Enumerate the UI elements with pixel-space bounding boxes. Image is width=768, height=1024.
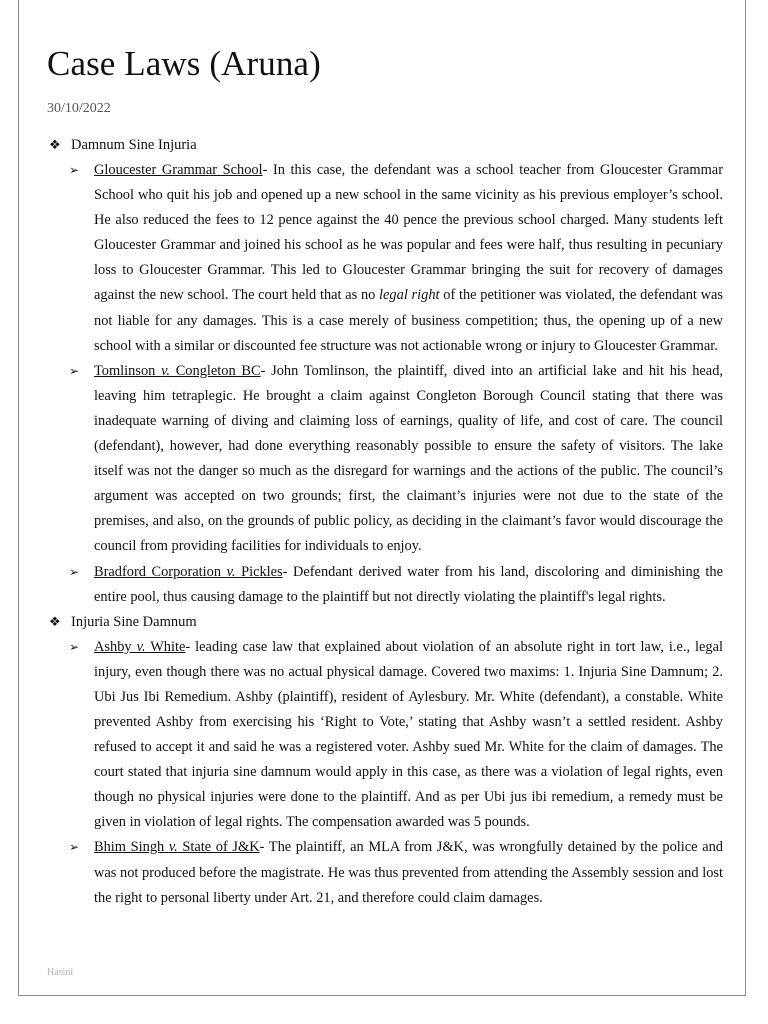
arrow-bullet-icon: ➢ bbox=[69, 163, 80, 177]
document-page bbox=[18, 0, 746, 996]
document-body bbox=[19, 133, 745, 911]
case-entry bbox=[19, 635, 745, 836]
arrow-bullet-icon: ➢ bbox=[69, 564, 80, 579]
case-name: Bradford Corporation v. Pickles bbox=[94, 563, 283, 580]
document-date: 30/10/2022 bbox=[47, 101, 111, 116]
arrow-bullet-icon: ➢ bbox=[69, 363, 80, 378]
case-name: Bhim Singh v. State of J&K bbox=[94, 839, 260, 856]
section-heading-text: Damnum Sine Injuria bbox=[71, 137, 197, 153]
case-emphasis: legal right bbox=[379, 287, 440, 304]
footer-author: Hasini bbox=[47, 967, 74, 978]
case-name: Gloucester Grammar School bbox=[94, 162, 263, 178]
section-heading bbox=[19, 133, 745, 158]
page-title: Case Laws (Aruna) bbox=[47, 44, 321, 83]
case-description: - Defendant derived water from his land, discoloring and diminishing the entire pool, thus causing damage to the plaintiff but not directly violating the plaintiff's legal rights. bbox=[94, 563, 723, 605]
case-entry bbox=[19, 359, 745, 560]
case-name: Ashby v. White bbox=[94, 638, 186, 655]
case-entry bbox=[19, 560, 745, 610]
case-description-cont: of the petitioner was violated, the defendant was not liable for any damages. This is a case merely of business competition; thus, the opening up of a new school with a similar or discounted fee structure was not actionable wrong or injury to Gloucester Grammar. bbox=[94, 287, 723, 354]
section-heading bbox=[19, 610, 745, 635]
arrow-bullet-icon: ➢ bbox=[69, 840, 80, 855]
diamond-bullet-icon: ❖ bbox=[49, 138, 61, 153]
case-description: - The plaintiff, an MLA from J&K, was wrongfully detained by the police and was not produced before the magistrate. He was thus prevented from attending the Assembly session and lost the right to personal liberty under Art. 21, and therefore could claim damages. bbox=[94, 839, 723, 906]
case-description: - leading case law that explained about violation of an absolute right in tort law, i.e., legal injury, even though there was no actual physical damage. Covered two maxims: 1. Injuria Sine Damnum; 2. Ubi Jus Ibi Remedium. Ashby (plaintiff), resident of Aylesbury. Mr. White (defendant), a constable. White prevented Ashby from exercising his ‘Right to Vote,’ stating that Ashby wasn’t a settled resident. Ashby refused to accept it and said he was a registered voter. Ashby sued Mr. White for the claim of damages. The court stated that injuria sine damnum would apply in this case, as there was a violation of legal rights, even though no physical injuries were done to the plaintiff. And as per Ubi jus ibi remedium, a remedy must be given in violation of legal rights. The compensation awarded was 5 pounds. bbox=[94, 638, 723, 831]
case-entry bbox=[19, 835, 745, 910]
case-description: - John Tomlinson, the plaintiff, dived into an artificial lake and hit his head, leaving him tetraplegic. He brought a claim against Congleton Borough Council stating that there was inadequate warning of diving and claiming loss of earnings, quality of life, and cost of care. The council (defendant), however, had done everything reasonably possible to ensure the safety of visitors. The lake itself was not the danger so much as the disregard for warnings and the actions of the public. The council’s argument was accepted on two grounds; first, the claimant’s injuries were not due to the state of the premises, and also, on the grounds of public policy, as deciding in the claimant’s favor would discourage the council from providing facilities for individuals to enjoy. bbox=[94, 362, 723, 555]
diamond-bullet-icon: ❖ bbox=[49, 614, 61, 630]
case-name: Tomlinson v. Congleton BC bbox=[94, 362, 261, 379]
section-heading-text: Injuria Sine Damnum bbox=[71, 613, 197, 630]
arrow-bullet-icon: ➢ bbox=[69, 639, 80, 654]
case-entry bbox=[19, 158, 745, 359]
case-description: - In this case, the defendant was a school teacher from Gloucester Grammar School who quit his job and opened up a new school in the same vicinity as his previous employer’s school. He also reduced the fees to 12 pence against the 40 pence the previous school charged. Many students left Gloucester Grammar and joined his school as he was popular and fees were half, thus resulting in pecuniary loss to Gloucester Grammar. This led to Gloucester Grammar bringing the suit for recovery of damages against the new school. The court held that as no bbox=[94, 162, 723, 304]
